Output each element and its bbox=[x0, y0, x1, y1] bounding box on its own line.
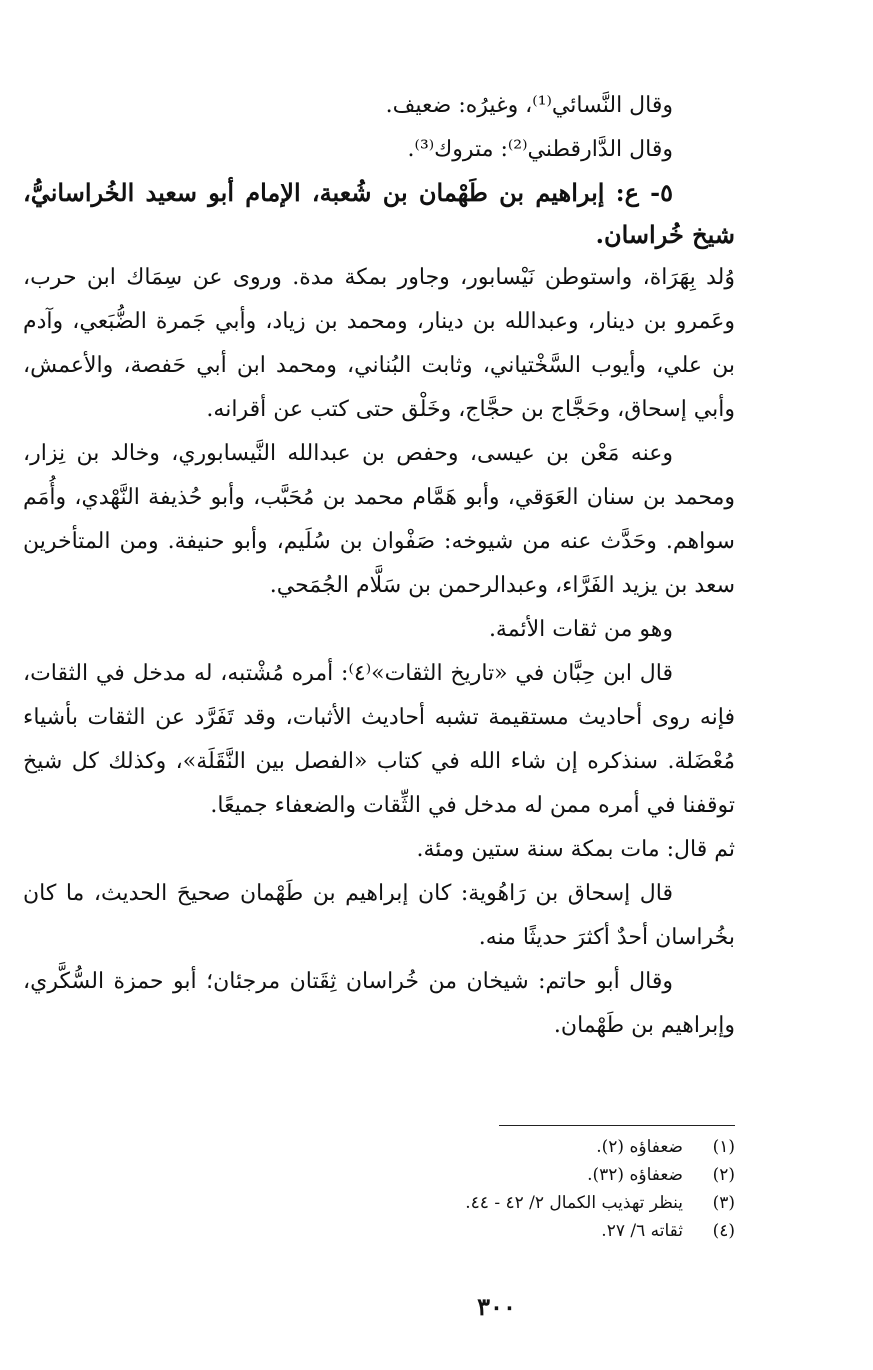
footnote-item bbox=[23, 1133, 735, 1161]
paragraph-trustworthy: وهو من ثقات الأئمة. bbox=[488, 617, 673, 642]
paragraph-ibn-hibban: قال ابن حِبَّان في «تاريخ الثقات»⁽٤⁾: أمره مُشْتبه، له مدخل في الثقات، فإنه روى أحاديث مستقيمة تشبه أحاديث الأثبات، وقد تَفَرَّد عن الثقات بأشياء مُعْضَلة. سنذكره إن شاء الله في كتاب «الفصل بين النَّقَلَة»، وكذلك كل شيخ توقفنا في أمره ممن له مدخل في الثِّقات والضعفاء جميعًا. bbox=[23, 661, 736, 818]
footnote-divider bbox=[499, 1125, 735, 1126]
footnote-item bbox=[23, 1161, 735, 1189]
footnote-item bbox=[23, 1189, 735, 1217]
main-text bbox=[23, 84, 735, 1048]
intro-line-daraqutni: وقال الدَّارقطني⁽²⁾: متروك⁽³⁾. bbox=[407, 137, 673, 162]
footnote-text: ضعفاؤه (٣٢). bbox=[587, 1165, 683, 1185]
footnote-text: ضعفاؤه (٢). bbox=[596, 1137, 683, 1157]
footnote-text: ثقاته ٦/ ٢٧. bbox=[601, 1221, 683, 1241]
footnote-item bbox=[23, 1217, 735, 1245]
entry-heading: ٥- ع: إبراهيم بن طَهْمان بن شُعبة، الإمام أبو سعيد الخُراسانيُّ، شيخ خُراسان. bbox=[23, 178, 735, 249]
paragraph-birth-teachers: وُلد بِهَرَاة، واستوطن نَيْسابور، وجاور بمكة مدة. وروى عن سِمَاك ابن حرب، وعَمرو بن دينار، وعبدالله بن دينار، ومحمد بن زياد، وأبي جَمرة الضُّبَعي، وآدم بن علي، وأيوب السَّخْتياني، وثابت البُناني، ومحمد ابن أبي حَفصة، والأعمش، وأبي إسحاق، وحَجَّاج بن حجَّاج، وخَلْق حتى كتب عن أقرانه. bbox=[23, 265, 735, 422]
footnotes bbox=[23, 1133, 735, 1245]
paragraph-ishaq: قال إسحاق بن رَاهُوية: كان إبراهيم بن طَهْمان صحيحَ الحديث، ما كان بخُراسان أحدٌ أكثرَ حديثًا منه. bbox=[23, 881, 735, 950]
page-number: ٣٠٠ bbox=[477, 1292, 516, 1321]
footnote-number: (٣) bbox=[712, 1193, 735, 1213]
paragraph-students: وعنه مَعْن بن عيسى، وحفص بن عبدالله النَّيسابوري، وخالد بن نِزار، ومحمد بن سنان العَوَقي، وأبو هَمَّام محمد بن مُحَبَّب، وأبو حُذيفة النَّهْدي، وأُمَم سواهم. وحَدَّث عنه من شيوخه: صَفْوان بن سُلَيم، وأبو حنيفة. ومن المتأخرين سعد بن يزيد الفَرَّاء، وعبدالرحمن بن سَلَّام الجُمَحي. bbox=[23, 441, 735, 598]
footnote-text: ينظر تهذيب الكمال ٢/ ٤٢ - ٤٤. bbox=[465, 1193, 683, 1213]
intro-line-nasai: وقال النَّسائي⁽¹⁾، وغيرُه: ضعيف. bbox=[385, 93, 673, 118]
footnote-number: (١) bbox=[712, 1137, 735, 1157]
paragraph-abu-hatim: وقال أبو حاتم: شيخان من خُراسان ثِقَتان مرجئان؛ أبو حمزة السُّكَّري، وإبراهيم بن طَهْمان. bbox=[23, 969, 735, 1038]
footnote-number: (٢) bbox=[712, 1165, 735, 1185]
paragraph-death: ثم قال: مات بمكة سنة ستين ومئة. bbox=[416, 837, 735, 862]
footnote-number: (٤) bbox=[712, 1221, 735, 1241]
